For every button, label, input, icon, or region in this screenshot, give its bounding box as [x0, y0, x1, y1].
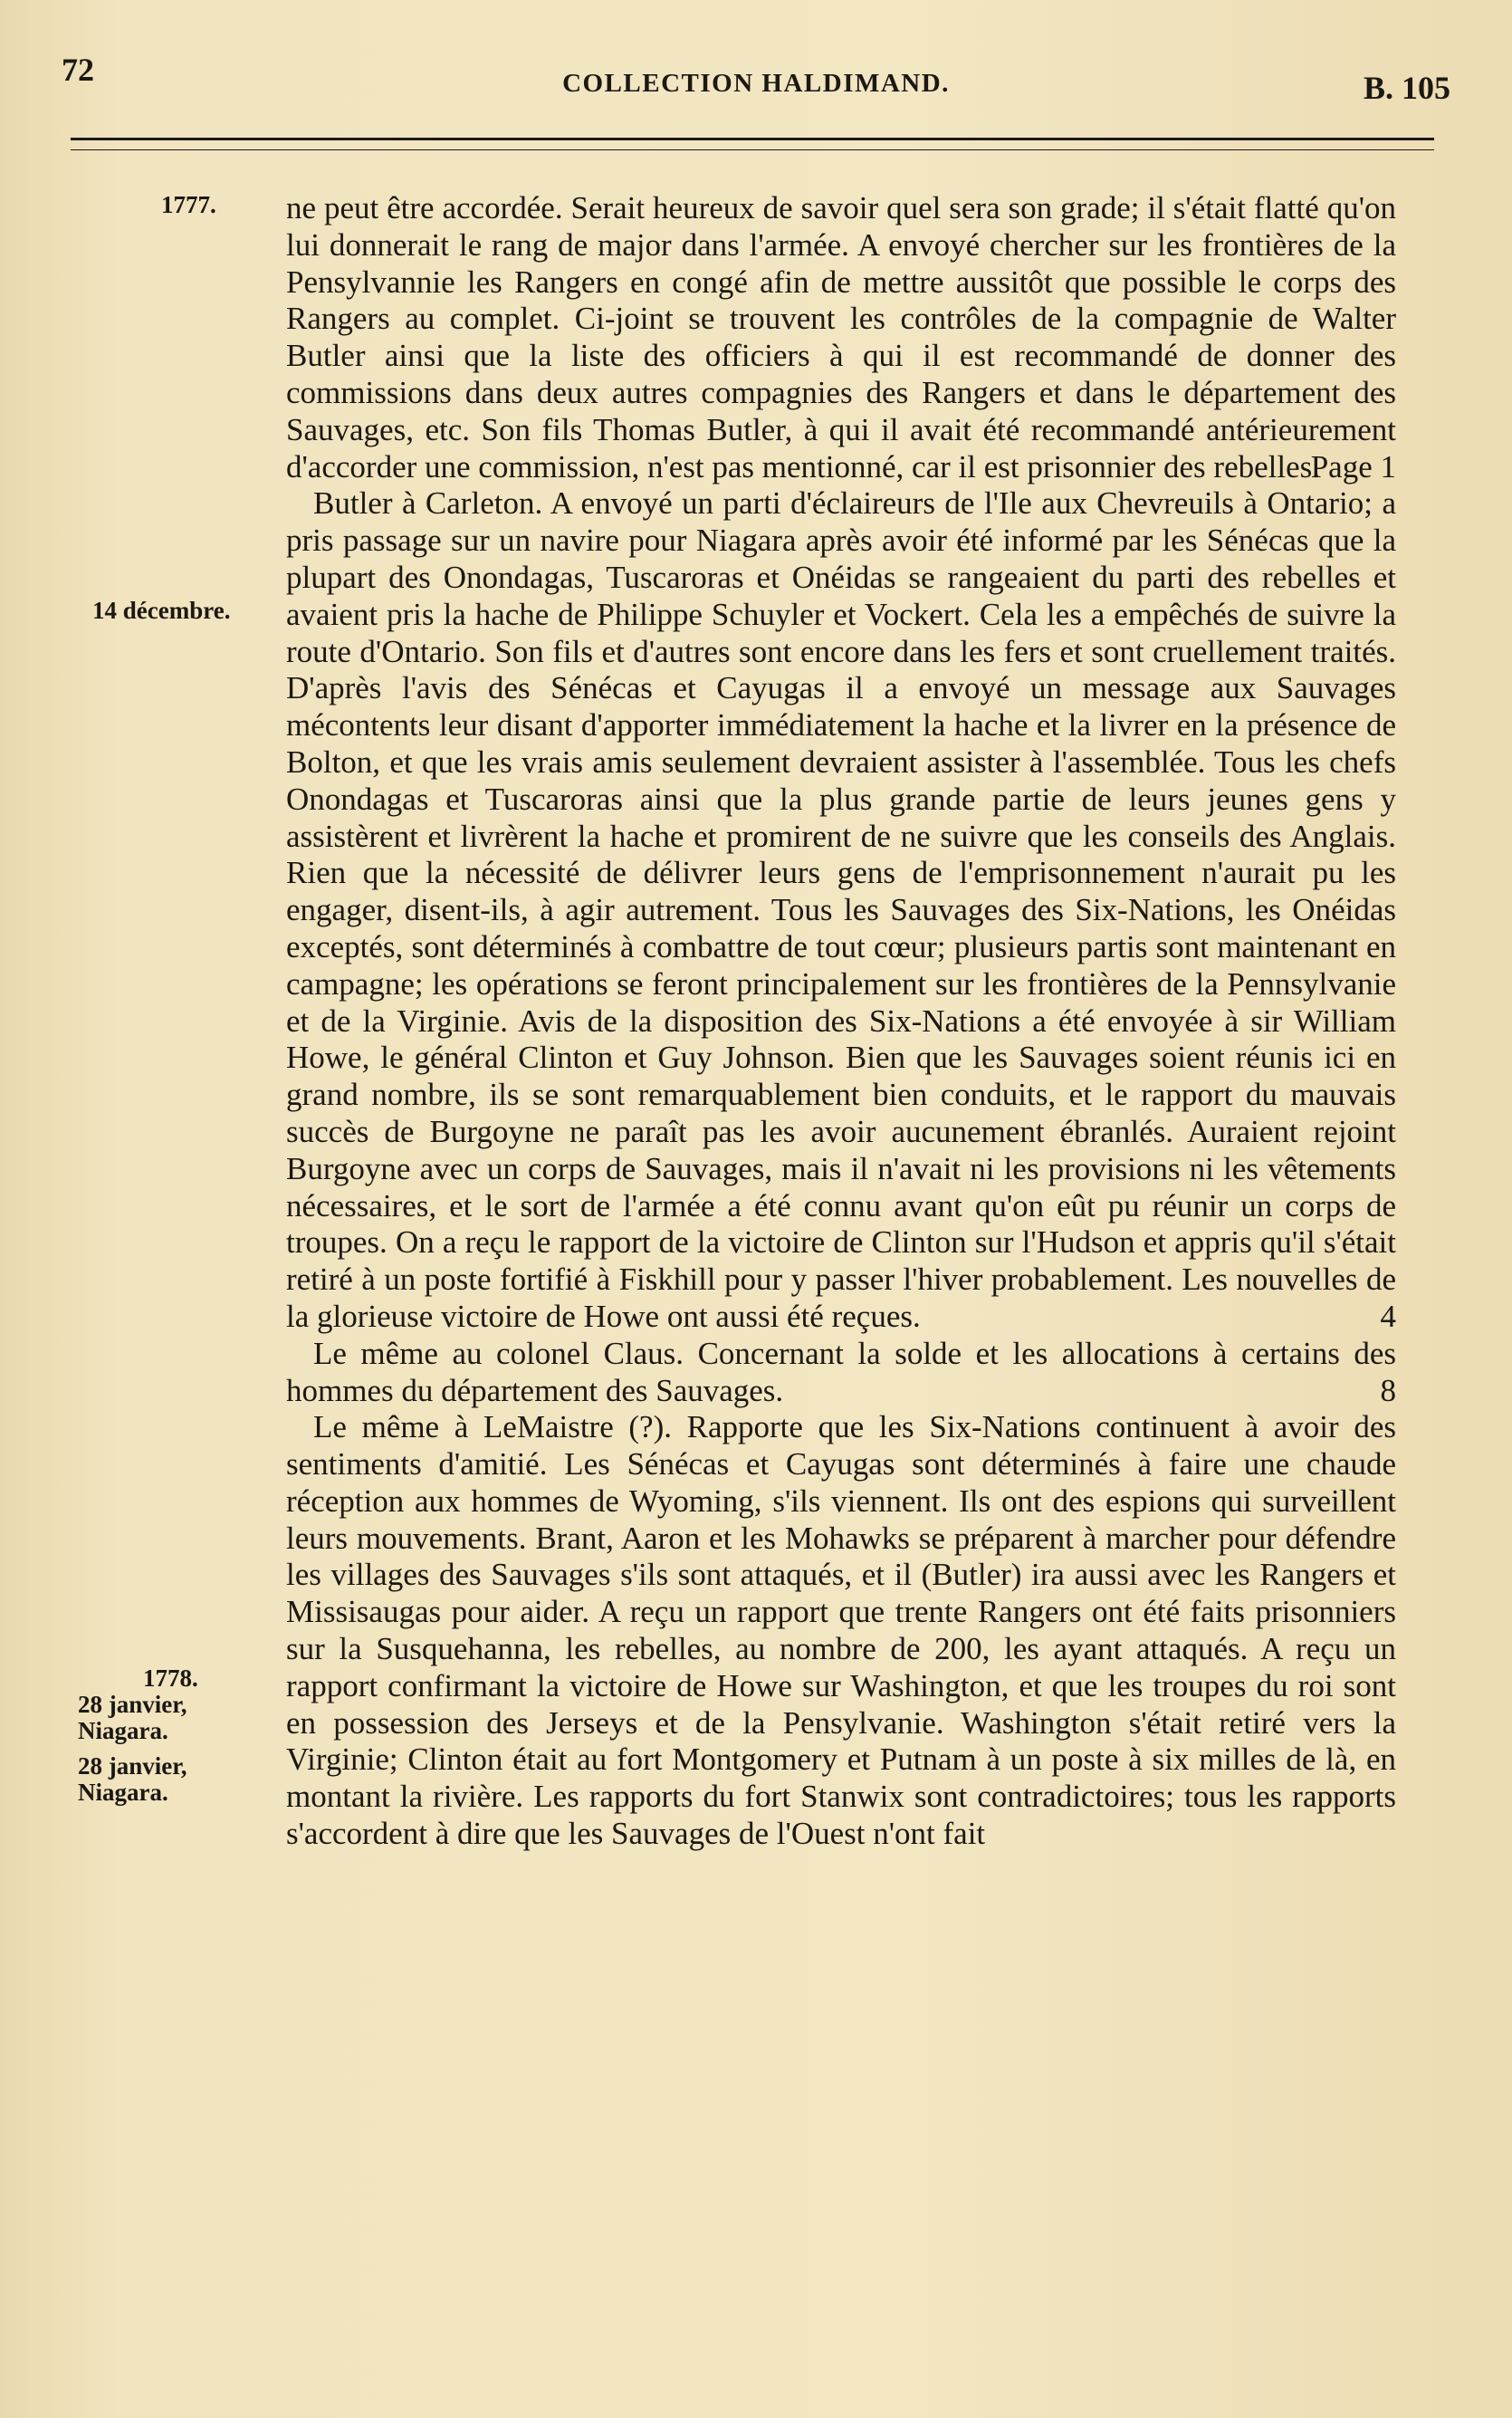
- volume-reference: B. 105: [1363, 70, 1450, 106]
- page-number: 72: [62, 52, 94, 88]
- entry-text: Butler à Carleton. A envoyé un parti d'éclaireurs de l'Ile aux Chevreuils à Ontario; a pris passage sur un navire pour Niagara après avoir été informé par les Sénécas que la plupart des Onondagas, Tuscaroras et Onéidas se rangeaient du parti des rebelles et avaient pris la hache de Philippe Schuyler et Vockert. Cela les a empêchés de suivre la route d'Ontario. Son fils et d'autres sont encore dans les fers et sont cruellement traités. D'après l'avis des Sénécas et Cayugas il a envoyé un message aux Sauvages mécontents leur disant d'apporter immédiatement la hache et la livrer en la présence de Bolton, et que les vrais amis seulement devraient assister à l'assemblée. Tous les chefs Onondagas et Tuscaroras ainsi que la plus grande partie de leurs jeunes gens y assistèrent et livrèrent la hache et promirent de ne suivre que les conseils des Anglais. Rien que la nécessité de délivrer leurs gens de l'emprisonnement n'aurait pu les engager, disent-ils, à agir autrement. Tous les Sauvages des Six-Nations, les Onéidas exceptés, sont déterminés à combattre de tout cœur; plusieurs partis sont maintenant en campagne; les opérations se feront principalement sur les frontières de la Pennsylvanie et de la Virginie. Avis de la disposition des Six-Nations a été envoyée à sir William Howe, le général Clinton et Guy Johnson. Bien que les Sauvages soient réunis ici en grand nombre, ils se sont remarquablement bien conduits, et le rapport du mauvais succès de Burgoyne ne paraît pas les avoir aucunement ébranlés. Auraient rejoint Burgoyne avec un corps de Sauvages, mais il n'avait ni les provisions ni les vêtements nécessaires, et le sort de l'armée a été connu avant qu'on eût pu réunir un corps de troupes. On a reçu le rapport de la victoire de Clinton sur l'Hudson et appris qu'il s'était retiré à un poste fortifié à Fiskhill pour y passer l'hiver probablement. Les nouvelles de la glorieuse victoire de Howe ont aussi été reçues.: [286, 485, 1396, 1334]
- calendar-entries: [286, 190, 1396, 1853]
- running-title: COLLECTION HALDIMAND.: [562, 69, 950, 98]
- page-header: [0, 0, 1512, 127]
- margin-year-1778: 1778.: [143, 1665, 198, 1692]
- entry-page-ref: Page 1: [1310, 448, 1396, 485]
- margin-date-28-january-1: 28 janvier,: [78, 1691, 187, 1718]
- entry-claus: [286, 1336, 1396, 1410]
- entry-continued-1777: [286, 190, 1396, 485]
- entry-lemaistre: [286, 1409, 1396, 1853]
- margin-place-niagara-2: Niagara.: [78, 1779, 168, 1806]
- margin-place-niagara-1: Niagara.: [78, 1717, 168, 1744]
- entry-text: Le même à LeMaistre (?). Rapporte que les Six-Nations continuent à avoir des sentiments d'amitié. Les Sénécas et Cayugas sont déterminés à faire une chaude réception aux hommes de Wyoming, s'ils viennent. Ils ont des espions qui surveillent leurs mouvements. Brant, Aaron et les Mohawks se préparent à marcher pour défendre les villages des Sauvages s'ils sont attaqués, et il (Butler) ira aussi avec les Rangers et Missisaugas pour aider. A reçu un rapport que trente Rangers ont été faits prisonniers sur la Susquehanna, les rebelles, au nombre de 200, les ayant attaqués. A reçu un rapport confirmant la victoire de Howe sur Washington, et que les troupes du roi sont en possession des Jerseys et de la Pensylvanie. Washington s'était retiré vers la Virginie; Clinton était au fort Montgomery et Putnam à un poste à six milles de là, en montant la rivière. Les rapports du fort Stanwix sont contradictoires; tous les rapports s'accordent à dire que les Sauvages de l'Ouest n'ont fait: [286, 1409, 1396, 1852]
- margin-year-1777: 1777.: [161, 191, 216, 218]
- header-rule-thick: [71, 138, 1434, 140]
- margin-date-14-december: 14 décembre.: [92, 597, 231, 624]
- entry-butler-carleton: [286, 485, 1396, 1335]
- entry-page-ref: 4: [1380, 1298, 1396, 1334]
- header-rule-thin: [71, 149, 1434, 150]
- entry-text: Le même au colonel Claus. Concernant la solde et les allocations à certains des hommes du département des Sauvages.: [286, 1335, 1396, 1408]
- margin-date-28-january-2: 28 janvier,: [78, 1752, 187, 1780]
- entry-text: ne peut être accordée. Serait heureux de savoir quel sera son grade; il s'était flatté qu'on lui donnerait le rang de major dans l'armée. A envoyé chercher sur les frontières de la Pensylvannie les Rangers en congé afin de mettre aussitôt que possible le corps des Rangers au complet. Ci-joint se trouvent les contrôles de la compagnie de Walter Butler ainsi que la liste des officiers à qui il est recommandé de donner des commissions dans deux autres compagnies des Rangers et dans le département des Sauvages, etc. Son fils Thomas Butler, à qui il avait été recommandé antérieurement d'accorder une commission, n'est pas mentionné, car il est prisonnier des rebelles.: [286, 190, 1396, 485]
- entry-page-ref: 8: [1380, 1372, 1396, 1408]
